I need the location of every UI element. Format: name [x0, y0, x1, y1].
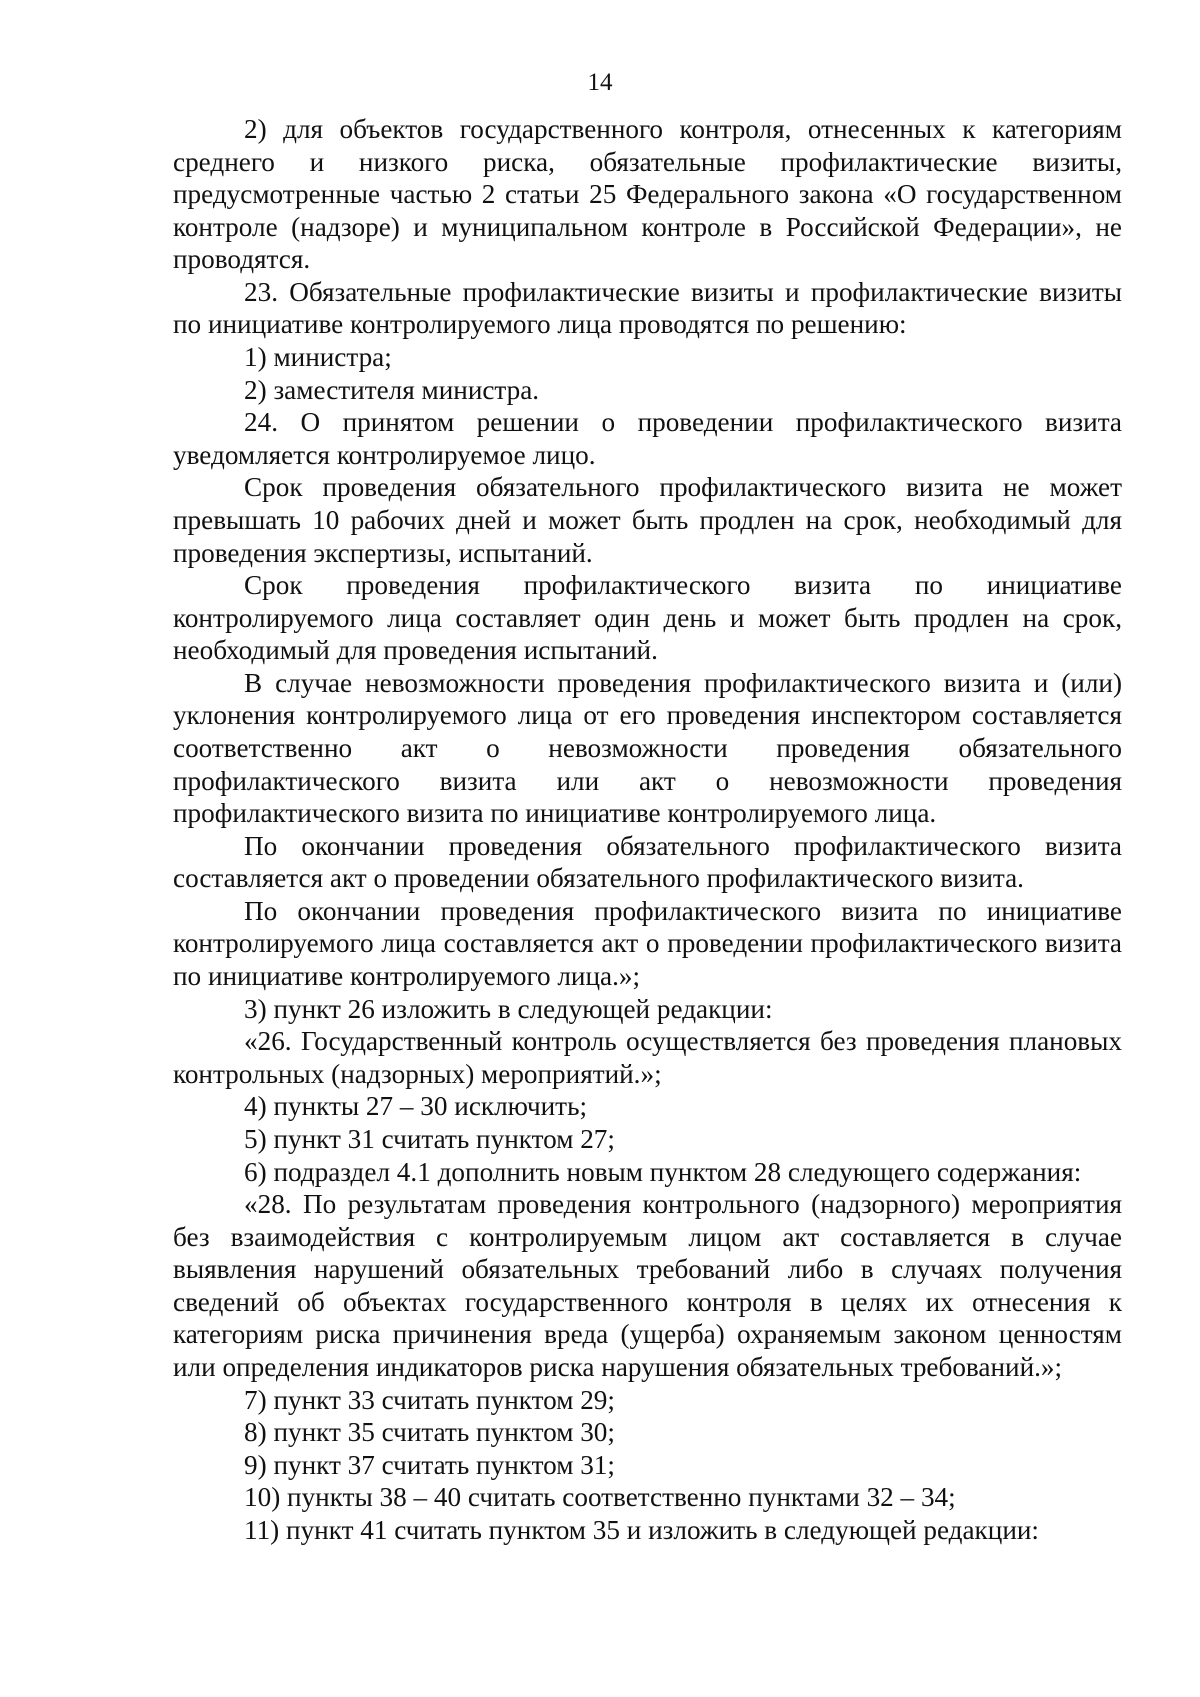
paragraph: 7) пункт 33 считать пунктом 29; — [244, 1384, 615, 1415]
paragraph: 8) пункт 35 считать пунктом 30; — [244, 1417, 615, 1448]
paragraph: По окончании проведения профилактического визита по инициативе контролируемого лица составляется акт о проведении профилактического визита по инициативе контролируемого лица.»; — [173, 895, 1122, 992]
paragraph: В случае невозможности проведения профилактического визита и (или) уклонения контролируемого лица от его проведения инспектором составляется соответственно акт о невозможности проведения обязательного профилактического визита или акт о невозможности проведения профилактического визита по инициативе контролируемого лица. — [173, 667, 1122, 829]
paragraph: Срок проведения профилактического визита по инициативе контролируемого лица составляет один день и может быть продлен на срок, необходимый для проведения испытаний. — [173, 570, 1122, 666]
paragraph: 6) подраздел 4.1 дополнить новым пунктом 28 следующего содержания: — [244, 1156, 1082, 1187]
paragraph: 1) министра; — [244, 342, 392, 373]
paragraph: 2) для объектов государственного контроля, отнесенных к категориям среднего и низкого риска, обязательные профилактические визиты, предусмотренные частью 2 статьи 25 Федерального закона «О государственном контроле (надзоре) и муниципальном контроле в Российской Федерации», не проводятся. — [173, 114, 1122, 275]
paragraph: По окончании проведения обязательного профилактического визита составляется акт о проведении обязательного профилактического визита. — [173, 830, 1122, 894]
paragraph: 11) пункт 41 считать пунктом 35 и изложить в следующей редакции: — [244, 1514, 1039, 1545]
document-body — [173, 113, 1122, 1546]
paragraph: «28. По результатам проведения контрольного (надзорного) мероприятия без взаимодействия с контролируемым лицом акт составляется в случае выявления нарушений обязательных требований либо в случаях получения сведений об объектах государственного контроля в целях их отнесения к категориям риска причинения вреда (ущерба) охраняемым законом ценностям или определения индикаторов риска нарушения обязательных требований.»; — [173, 1189, 1122, 1382]
paragraph: 5) пункт 31 считать пунктом 27; — [244, 1123, 615, 1154]
paragraph: 9) пункт 37 считать пунктом 31; — [244, 1449, 615, 1480]
paragraph: 4) пункты 27 – 30 исключить; — [244, 1091, 588, 1122]
paragraph: 10) пункты 38 – 40 считать соответственно пунктами 32 – 34; — [244, 1482, 956, 1513]
paragraph: 23. Обязательные профилактические визиты и профилактические визиты по инициативе контролируемого лица проводятся по решению: — [173, 276, 1122, 340]
paragraph: 24. О принятом решении о проведении профилактического визита уведомляется контролируемое лицо. — [173, 407, 1122, 470]
paragraph: 2) заместителя министра. — [244, 374, 540, 405]
page-number: 14 — [587, 69, 613, 96]
paragraph: Срок проведения обязательного профилактического визита не может превышать 10 рабочих дней и может быть продлен на срок, необходимый для проведения экспертизы, испытаний. — [173, 472, 1122, 568]
paragraph: 3) пункт 26 изложить в следующей редакции: — [244, 993, 773, 1024]
paragraph: «26. Государственный контроль осуществляется без проведения плановых контрольных (надзорных) мероприятий.»; — [173, 1026, 1122, 1089]
